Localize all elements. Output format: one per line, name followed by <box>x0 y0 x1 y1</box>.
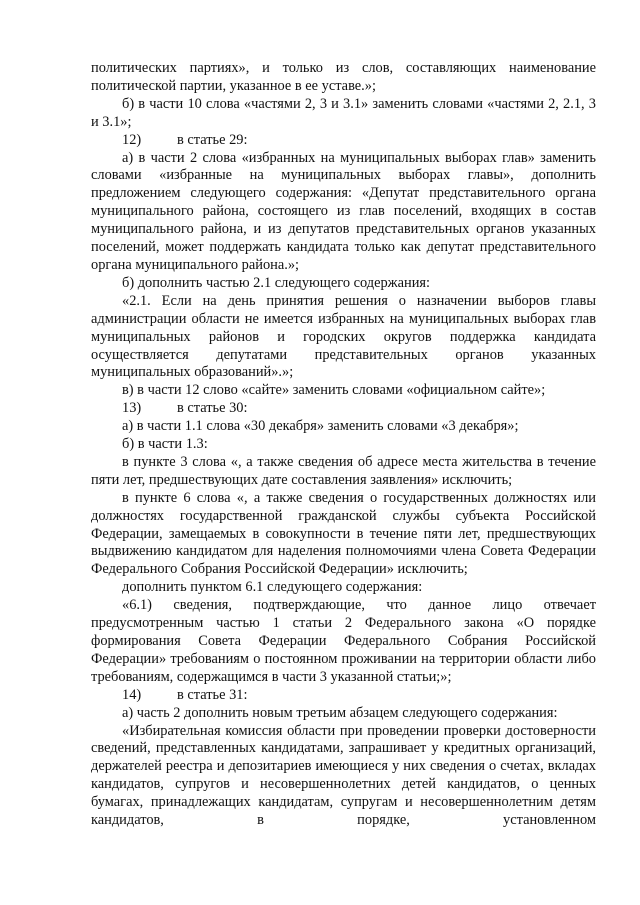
paragraph-item-b-part-10: б) в части 10 слова «частями 2, 3 и 3.1» заменить словами «частями 2, 2.1, 3 и 3.1»; <box>91 95 596 130</box>
item-heading: в статье 29: <box>177 131 248 148</box>
paragraph-item-b-part-2-1: б) дополнить частью 2.1 следующего содержания: <box>122 274 431 291</box>
paragraph-clause-3: в пункте 3 слова «, а также сведения об адресе места жительства в течение пяти лет, предшествующих дате составления заявления» исключить; <box>91 453 596 488</box>
item-heading: в статье 30: <box>177 400 248 417</box>
paragraph-item-a-part-1-1: а) в части 1.1 слова «30 декабря» заменить словами «3 декабря»; <box>122 418 519 435</box>
item-number: 12) <box>122 131 142 148</box>
paragraph-item-b-part-1-3: б) в части 1.3: <box>122 436 208 453</box>
paragraph-item-12 <box>91 132 596 150</box>
paragraph-quote-2-1: «2.1. Если на день принятия решения о назначении выборов главы администрации области не имеется избранных на муниципальных выборах глав муниципальных районов и городских округов поддержка кандидата осуществляется депутатами представительных органов указанных муниципальных образований».»; <box>91 292 596 381</box>
paragraph-add-clause-6-1: дополнить пунктом 6.1 следующего содержания: <box>122 579 423 596</box>
paragraph-continuation: политических партиях», и только из слов, составляющих наименование политической партии, указанное в ее уставе.»; <box>91 60 596 94</box>
paragraph-quote-commission: «Избирательная комиссия области при проведении проверки достоверности сведений, представленных кандидатами, запрашивает у кредитных организаций, держателей реестра и депозитариев имеющиеся у них сведения о счетах, вкладах кандидатов, супругов и несовершеннолетних детей кандидатов, о ценных бумагах, принадлежащих кандидатам, супругам и несовершеннолетним детям кандидатов, в порядке, установленном <box>91 722 596 829</box>
item-heading: в статье 31: <box>177 686 248 703</box>
item-number: 13) <box>122 400 142 417</box>
document-page <box>91 60 596 830</box>
item-number: 14) <box>122 686 142 703</box>
paragraph-item-14 <box>91 687 596 705</box>
paragraph-item-v-part-12: в) в части 12 слово «сайте» заменить словами «официальном сайте»; <box>122 382 546 399</box>
paragraph-item-a-part-2-art-31: а) часть 2 дополнить новым третьим абзацем следующего содержания: <box>122 704 558 721</box>
paragraph-item-a-part-2: а) в части 2 слова «избранных на муниципальных выборах глав» заменить словами «избранные на муниципальных выборах главы», дополнить предложением следующего содержания: «Депутат представительного органа муниципального района, состоящего из глав поселений, входящих в состав муниципального района, и из депутатов представительных органов указанных поселений, может поддержать кандидата только как депутат представительного органа муниципального района.»; <box>91 149 596 273</box>
paragraph-quote-6-1: «6.1) сведения, подтверждающие, что данное лицо отвечает предусмотренным частью 1 статьи 2 Федерального закона «О порядке формирования Совета Федерации Федерального Собрания Российской Федерации» требованиям о постоянном проживании на территории области либо требованиям, содержащимся в части 3 указанной статьи;»; <box>91 597 596 685</box>
paragraph-item-13 <box>91 400 596 418</box>
paragraph-clause-6: в пункте 6 слова «, а также сведения о государственных должностях или должностях государственной гражданской службы субъекта Российской Федерации, замещаемых в совокупности в течение пяти лет, предшествующих выдвижению кандидатом для наделения полномочиями члена Совета Федерации Федерального Собрания Российской Федерации» исключить; <box>91 489 596 578</box>
